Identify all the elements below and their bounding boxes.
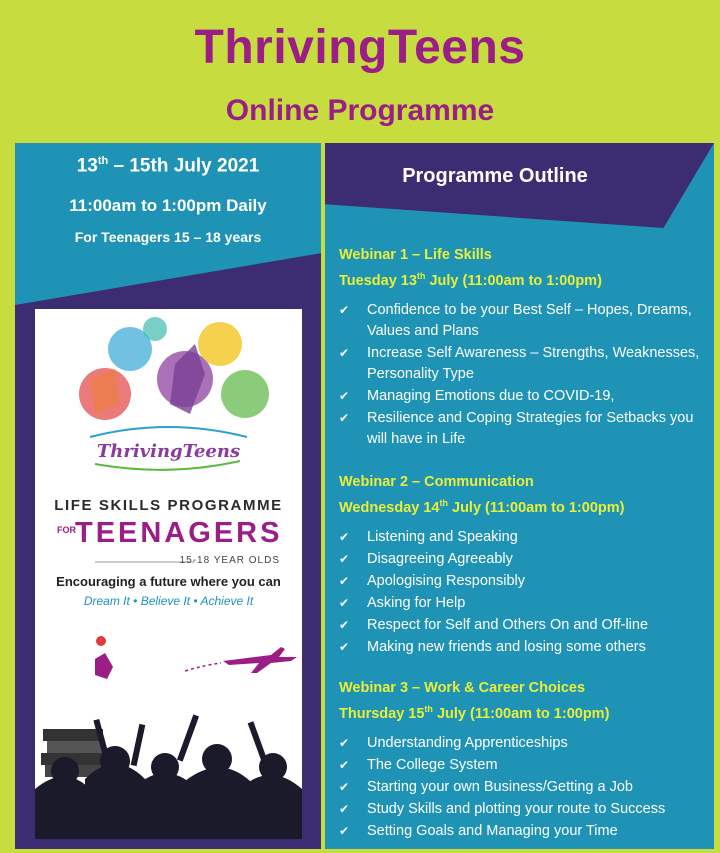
date-suffix: th — [97, 155, 109, 167]
list-item: ✔ Disagreeing Agreeably — [339, 549, 709, 570]
header — [0, 0, 720, 140]
daily-time: 11:00am to 1:00pm Daily — [69, 196, 267, 215]
poster-dream-line: Dream It • Believe It • Achieve It — [83, 594, 254, 608]
outline-title: Programme Outline — [402, 165, 588, 187]
date-end: – 15th July 2021 — [108, 155, 260, 177]
webinar-3 — [339, 678, 709, 843]
list-item: ✔ Resilience and Coping Strategies for Setbacks you will have in Life — [339, 409, 694, 447]
webinar-date: Wednesday 14th July (11:00am to 1:00pm) — [339, 498, 625, 516]
check-icon: ✔ — [339, 757, 350, 772]
audience-text: For Teenagers 15 – 18 years — [74, 229, 262, 245]
list-item: ✔ Apologising Responsibly — [339, 571, 709, 592]
page-subtitle: Online Programme — [225, 94, 495, 127]
poster-logo: ThrivingTeens — [96, 441, 241, 462]
webinar-title: Webinar 2 – Communication — [339, 474, 534, 490]
list-item: ✔ Setting Goals and Managing your Time — [339, 821, 709, 842]
list-item: ✔ Listening and Speaking — [339, 527, 709, 548]
check-icon: ✔ — [339, 302, 350, 317]
list-item: ✔ Starting your own Business/Getting a Job — [339, 777, 709, 798]
check-icon: ✔ — [339, 551, 350, 566]
webinar-topics — [339, 527, 709, 658]
list-item: ✔ Making new friends and losing some others — [339, 637, 709, 658]
poster-teenagers: TEENAGERS — [75, 517, 283, 549]
check-icon: ✔ — [339, 617, 350, 632]
webinar-topics — [339, 733, 709, 842]
check-icon: ✔ — [339, 410, 350, 425]
webinar-title: Webinar 1 – Life Skills — [339, 247, 492, 263]
check-icon: ✔ — [339, 529, 350, 544]
date-range — [15, 155, 321, 177]
poster-heading: LIFE SKILLS PROGRAMME — [54, 497, 283, 514]
list-item: ✔ Confidence to be your Best Self – Hopes, Dreams, Values and Plans — [339, 301, 692, 339]
list-item: ✔ Understanding Apprenticeships — [339, 733, 709, 754]
poster-tagline: Encouraging a future where you can — [56, 574, 281, 589]
poster-for-label: FOR — [57, 525, 76, 535]
list-item: ✔ Study Skills and plotting your route to Success — [339, 799, 709, 820]
list-item: ✔ Managing Emotions due to COVID-19, — [339, 386, 709, 407]
check-icon: ✔ — [339, 735, 350, 750]
check-icon: ✔ — [339, 801, 350, 816]
poster-age-note: 15-18 YEAR OLDS — [179, 555, 280, 566]
page-title: ThrivingTeens — [194, 21, 526, 74]
date-start: 13 — [76, 155, 98, 177]
check-icon: ✔ — [339, 573, 350, 588]
list-item: ✔ Increase Self Awareness – Strengths, Weaknesses, Personality Type — [339, 344, 700, 382]
webinar-topics — [339, 300, 709, 450]
webinar-2 — [339, 472, 709, 659]
list-item: ✔ Respect for Self and Others On and Off-line — [339, 615, 709, 636]
check-icon: ✔ — [339, 639, 350, 654]
check-icon: ✔ — [339, 388, 350, 403]
webinar-date: Tuesday 13th July (11:00am to 1:00pm) — [339, 271, 602, 289]
list-item: ✔ The College System — [339, 755, 709, 776]
programme-poster — [35, 309, 302, 839]
check-icon: ✔ — [339, 595, 350, 610]
jumping-teens-graphic — [79, 317, 269, 420]
left-column — [15, 143, 321, 849]
programme-outline-panel — [325, 143, 714, 849]
check-icon: ✔ — [339, 779, 350, 794]
webinar-1 — [339, 245, 709, 451]
list-item: ✔ Asking for Help — [339, 593, 709, 614]
webinar-date: Thursday 15th July (11:00am to 1:00pm) — [339, 704, 610, 722]
check-icon: ✔ — [339, 823, 350, 838]
check-icon: ✔ — [339, 345, 350, 360]
webinar-title: Webinar 3 – Work & Career Choices — [339, 680, 586, 696]
